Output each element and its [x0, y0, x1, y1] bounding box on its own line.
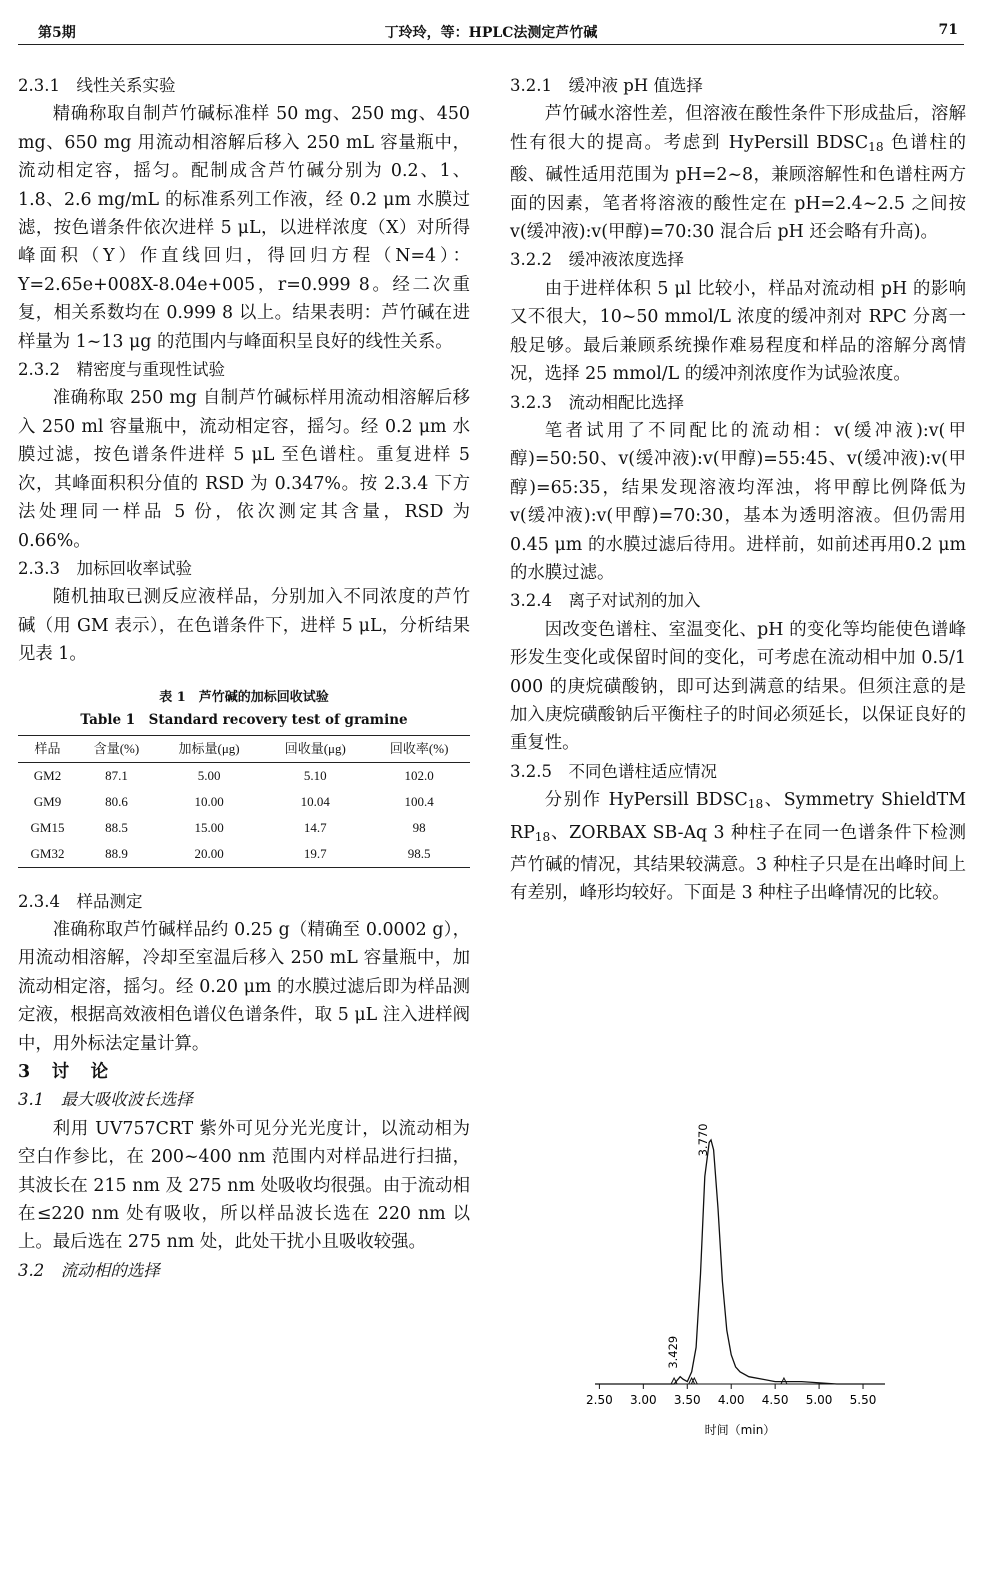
section-2-3-1-title: 2.3.1 线性关系实验: [18, 76, 176, 95]
section-3-2-5-title: 3.2.5 不同色谱柱适应情况: [510, 761, 717, 781]
table-header-cell: 回收率(%): [368, 735, 470, 762]
table-cell: 20.00: [156, 841, 262, 868]
table-header-cell: 回收量(μg): [262, 735, 368, 762]
section-3-2-3-text: 笔者试用了不同配比的流动相：v(缓冲液):v(甲醇)=50:50、v(缓冲液):v(甲醇)=55:45、v(缓冲液):v(甲醇)=65:35，结果发现溶液均浑浊，将甲醇比例降低为 v(缓冲液):v(甲醇)=70:30，基本为透明溶液。但仍需用 0.45 μm 的水膜过滤后待用。进样前，如前述再用0.2 μm 的水膜过滤。: [510, 420, 966, 583]
table-cell: 87.1: [105, 767, 128, 783]
section-2-3-2-text: 准确称取 250 mg 自制芦竹碱标样用流动相溶解后移入 250 ml 容量瓶中，流动相定容，摇匀。经 0.2 μm 水膜过滤，按色谱条件进样 5 μL 至色谱柱。重复进样 5 次，其峰面积积分值的 RSD 为 0.347%。按 2.3.4 下方法处理同一样品 5 份，依次测定其含量，RSD 为 0.66%。: [18, 388, 470, 551]
section-2-3-3-title: 2.3.3 加标回收率试验: [18, 558, 192, 578]
section-2-3-1-text: 精确称取自制芦竹碱标准样 50 mg、250 mg、450 mg、650 mg 用流动相溶解后移入 250 mL 容量瓶中，流动相定容，摇匀。配制成含芦竹碱分别为 0.2、1、1.8、2.6 mg/mL 的标准系列工作液，经 0.2 μm 水膜过滤，按色谱条件依次进样 5 μL，以进样浓度（X）对所得峰面积（Y）作直线回归，得回归方程（N=4）：Y=2.65e+008X-8.04e+005，r=0.999 8。经二次重复，相关系数均在 0.999 8 以上。结果表明：芦竹碱在进样量为 1~13 μg 的范围内与峰面积呈良好的线性关系。: [18, 104, 470, 352]
x-tick-label: 5.50: [849, 1393, 877, 1407]
text-run: 色谱柱的酸、碱性适用范围为 pH=2~8，兼顾溶解性和色谱柱两方面的因素，笔者将溶液的酸性定在 pH=2.4~2.5 之间按 v(缓冲液):v(甲醇)=70:30 混合后 pH 还会略有升高)。: [510, 132, 966, 243]
section-3-1-text: 利用 UV757CRT 紫外可见分光光度计，以流动相为空白作参比，在 200~400 nm 范围内对样品进行扫描，其波长在 215 nm 及 275 nm 处吸收均很强。由于流动相在≤220 nm 处有吸收，所以样品波长选在 220 nm 以上。最后选在 275 nm 处，此处干扰小且吸收较强。: [18, 1118, 470, 1253]
table-cell: 100.4: [404, 793, 434, 809]
section-3-2-title: 3.2 流动相的选择: [18, 1260, 160, 1280]
issue-number: 第5期: [38, 25, 76, 41]
text-run: 、ZORBAX SB-Aq 3 种柱子在同一色谱条件下检测芦竹碱的情况，其结果较满意。3 种柱子只是在出峰时间上有差别，峰形均较好。下面是 3 种柱子出峰情况的比较。: [510, 822, 966, 904]
table-title-cn: 表 1 芦竹碱的加标回收试验: [159, 689, 329, 705]
table-cell: 5.10: [303, 767, 327, 783]
x-tick-label: 3.00: [629, 1393, 657, 1407]
running-header: [18, 18, 964, 45]
x-tick-label: 4.50: [761, 1393, 789, 1407]
table-header-cell: 加标量(μg): [156, 735, 262, 762]
section-3-1-title: 3.1 最大吸收波长选择: [18, 1090, 193, 1110]
recovery-table-block: [18, 687, 470, 868]
table-cell: 15.00: [194, 819, 224, 835]
chromatogram-trace: [595, 1140, 885, 1384]
text-run: 、Symmetry ShieldTM RP: [510, 790, 967, 843]
x-axis-label: 时间（min）: [704, 1423, 776, 1437]
x-tick-label: 3.50: [673, 1393, 701, 1407]
table-cell: 19.7: [262, 841, 368, 868]
page-number: 71: [938, 22, 958, 38]
subscript: 18: [868, 139, 884, 154]
table-cell: GM9: [33, 793, 62, 809]
table-row: [18, 841, 470, 868]
subscript: 18: [534, 829, 551, 844]
table-header-cell: 含量(%): [77, 735, 156, 762]
table-header-row: [18, 735, 470, 762]
table-title-en: Table 1 Standard recovery test of gramine: [80, 711, 408, 728]
table-cell: 88.5: [105, 819, 128, 835]
running-title: 丁玲玲，等：HPLC法测定芦竹碱: [384, 25, 598, 41]
section-2-3-4-title: 2.3.4 样品测定: [18, 891, 143, 911]
right-column: [510, 72, 966, 908]
table-row: [18, 789, 470, 815]
section-3-title: 3 讨 论: [18, 1061, 111, 1082]
table-cell: 14.7: [303, 819, 327, 835]
section-3-2-3-title: 3.2.3 流动相配比选择: [510, 392, 684, 412]
section-2-3-3-text: 随机抽取已测反应液样品，分别加入不同浓度的芦竹碱（用 GM 表示），在色谱条件下，进样 5 μL，分析结果见表 1。: [18, 587, 470, 665]
peak-label: 3.770: [696, 1123, 710, 1157]
peak-labels: [666, 1123, 710, 1368]
peak-label: 3.429: [666, 1335, 681, 1369]
text-run: 分别作 HyPersill BDSC: [544, 790, 748, 811]
table-row: [18, 815, 470, 841]
section-3-2-1-text: [510, 100, 966, 246]
chromatogram-chart: [585, 1120, 895, 1450]
table-cell: GM2: [33, 767, 62, 783]
table-cell: 98: [412, 819, 426, 835]
table-cell: GM15: [30, 819, 65, 835]
x-ticks: [586, 1384, 876, 1407]
table-cell: 102.0: [404, 767, 434, 783]
section-2-3-4-text: 准确称取芦竹碱样品约 0.25 g（精确至 0.0002 g），用流动相溶解，冷却至室温后移入 250 mL 容量瓶中，加流动相定溶，摇匀。经 0.20 μm 的水膜过滤后即为样品测定液，根据高效液相色谱仪色谱条件，取 5 μL 注入进样阀中，用外标法定量计算。: [18, 919, 470, 1054]
left-column: [18, 72, 470, 1285]
section-3-2-4-text: 因改变色谱柱、室温变化、pH 的变化等均能使色谱峰形发生变化或保留时间的变化，可考虑在流动相中加 0.5/1 000 的庚烷磺酸钠，即可达到满意的结果。但须注意的是加入庚烷磺酸钠后平衡柱子的时间必须延长，以保证良好的重复性。: [510, 619, 966, 754]
table-cell: 80.6: [105, 793, 128, 809]
section-3-2-2-title: 3.2.2 缓冲液浓度选择: [510, 250, 684, 270]
x-tick-label: 2.50: [586, 1393, 613, 1407]
table-cell: 10.04: [300, 793, 330, 809]
recovery-table: [18, 735, 470, 868]
table-cell: 88.9: [77, 841, 156, 868]
text-run: 芦竹碱水溶性差，但溶液在酸性条件下形成盐后，溶解性有很大的提高。考虑到 HyPersill BDSC: [510, 104, 966, 153]
section-3-2-1-title: 3.2.1 缓冲液 pH 值选择: [510, 76, 703, 95]
subscript: 18: [747, 797, 764, 812]
x-tick-label: 5.00: [805, 1393, 833, 1407]
section-3-2-2-text: 由于进样体积 5 μl 比较小，样品对流动相 pH 的影响又不很大，10~50 mmol/L 浓度的缓冲剂对 RPC 分离一般足够。最后兼顾系统操作难易程度和样品的溶解分离情况，选择 25 mmol/L 的缓冲剂浓度作为试验浓度。: [510, 278, 966, 385]
section-3-2-5-text: [510, 786, 966, 908]
table-row: [18, 762, 470, 789]
chromatogram-figure: [585, 1120, 895, 1450]
table-cell: 98.5: [368, 841, 470, 868]
table-cell: 10.00: [194, 793, 224, 809]
table-cell: GM32: [18, 841, 77, 868]
table-cell: 5.00: [197, 767, 221, 783]
section-2-3-2-title: 2.3.2 精密度与重现性试验: [18, 360, 225, 380]
table-header-cell: 样品: [18, 735, 77, 762]
x-tick-label: 4.00: [717, 1393, 745, 1407]
section-3-2-4-title: 3.2.4 离子对试剂的加入: [510, 591, 701, 611]
